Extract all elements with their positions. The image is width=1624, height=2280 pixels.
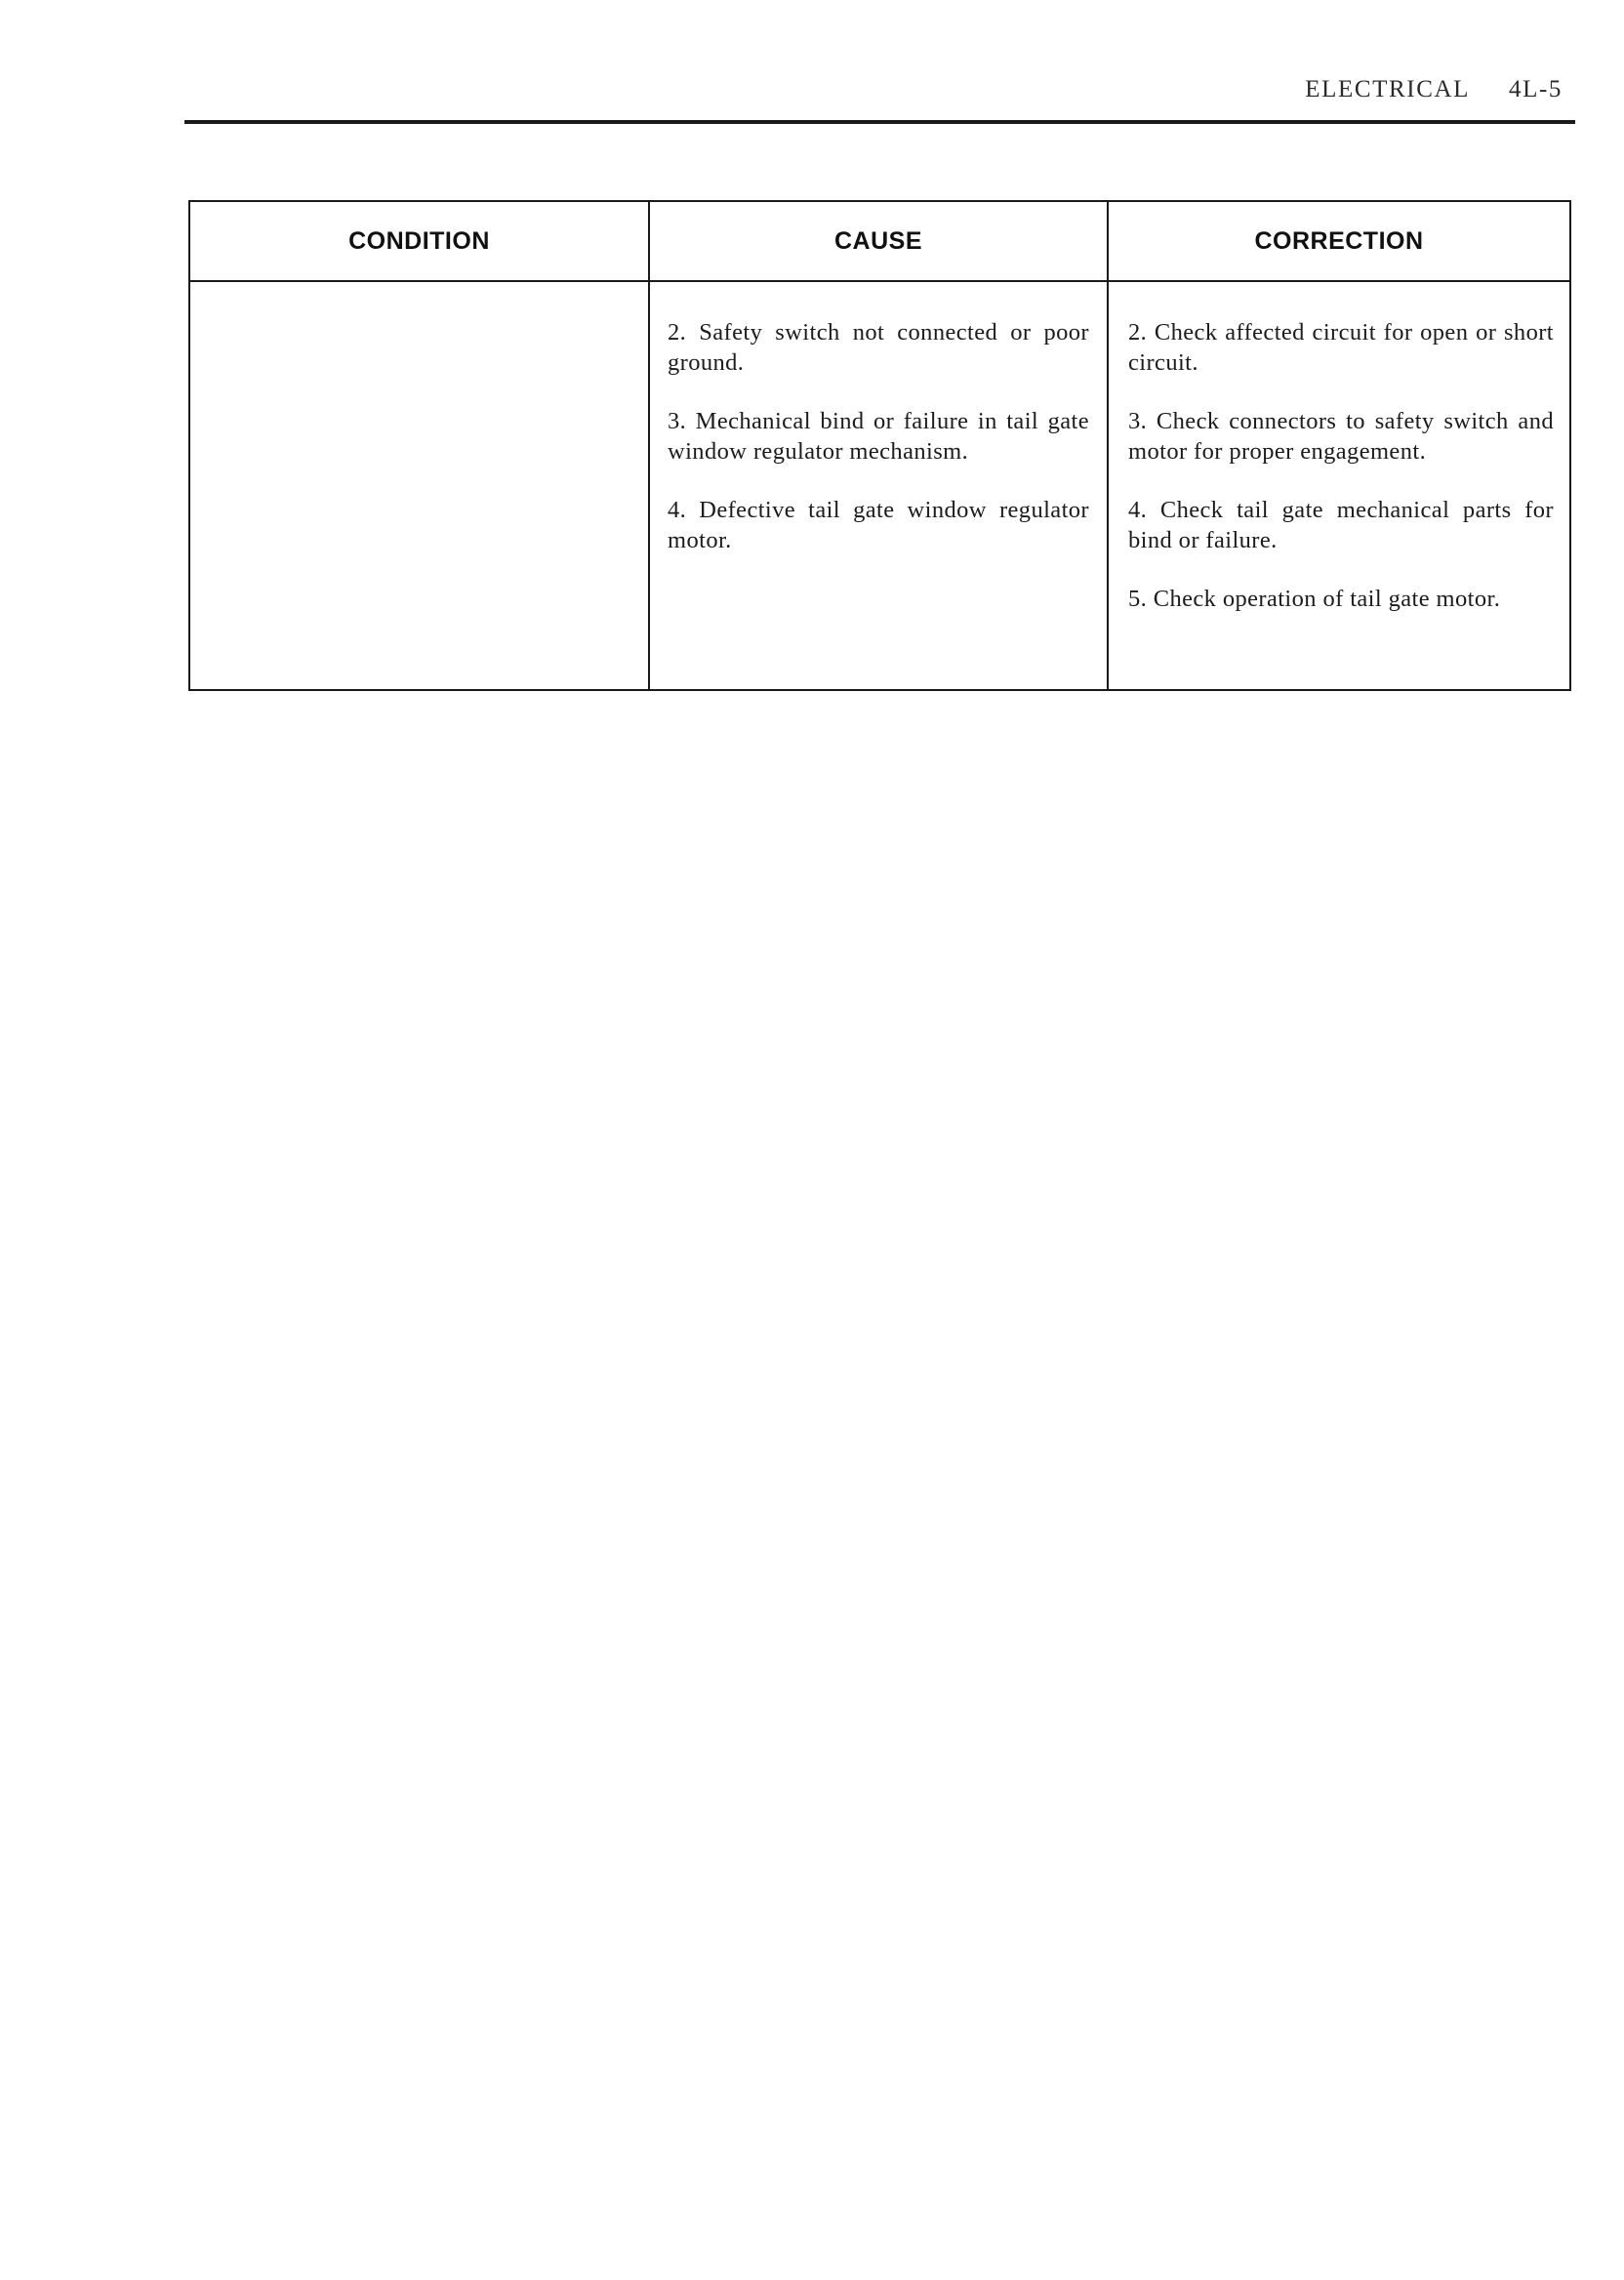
column-header-cause: CAUSE — [833, 226, 922, 255]
correction-column — [1109, 282, 1569, 642]
correction-item: 4. Check tail gate mechanical parts for bind or failure. — [1128, 497, 1554, 553]
cause-item: 4. Defective tail gate window regulator motor. — [668, 497, 1089, 553]
correction-item: 2. Check affected circuit for open or short circuit. — [1128, 319, 1554, 376]
diagnosis-table — [188, 200, 1571, 691]
correction-item: 5. Check operation of tail gate motor. — [1128, 586, 1501, 612]
correction-item: 3. Check connectors to safety switch and motor for proper engagement. — [1128, 408, 1554, 465]
column-header-condition: CONDITION — [348, 226, 490, 255]
page-number: 4L-5 — [1509, 76, 1563, 102]
section-title: ELECTRICAL — [1305, 76, 1470, 102]
cause-column — [650, 282, 1107, 584]
table-header-row — [190, 202, 1569, 282]
column-header-correction: CORRECTION — [1254, 226, 1424, 255]
header-rule — [184, 120, 1575, 124]
cause-item: 2. Safety switch not connected or poor ground. — [668, 319, 1089, 376]
page-header — [1305, 76, 1563, 103]
cause-item: 3. Mechanical bind or failure in tail gate window regulator mechanism. — [668, 408, 1089, 465]
